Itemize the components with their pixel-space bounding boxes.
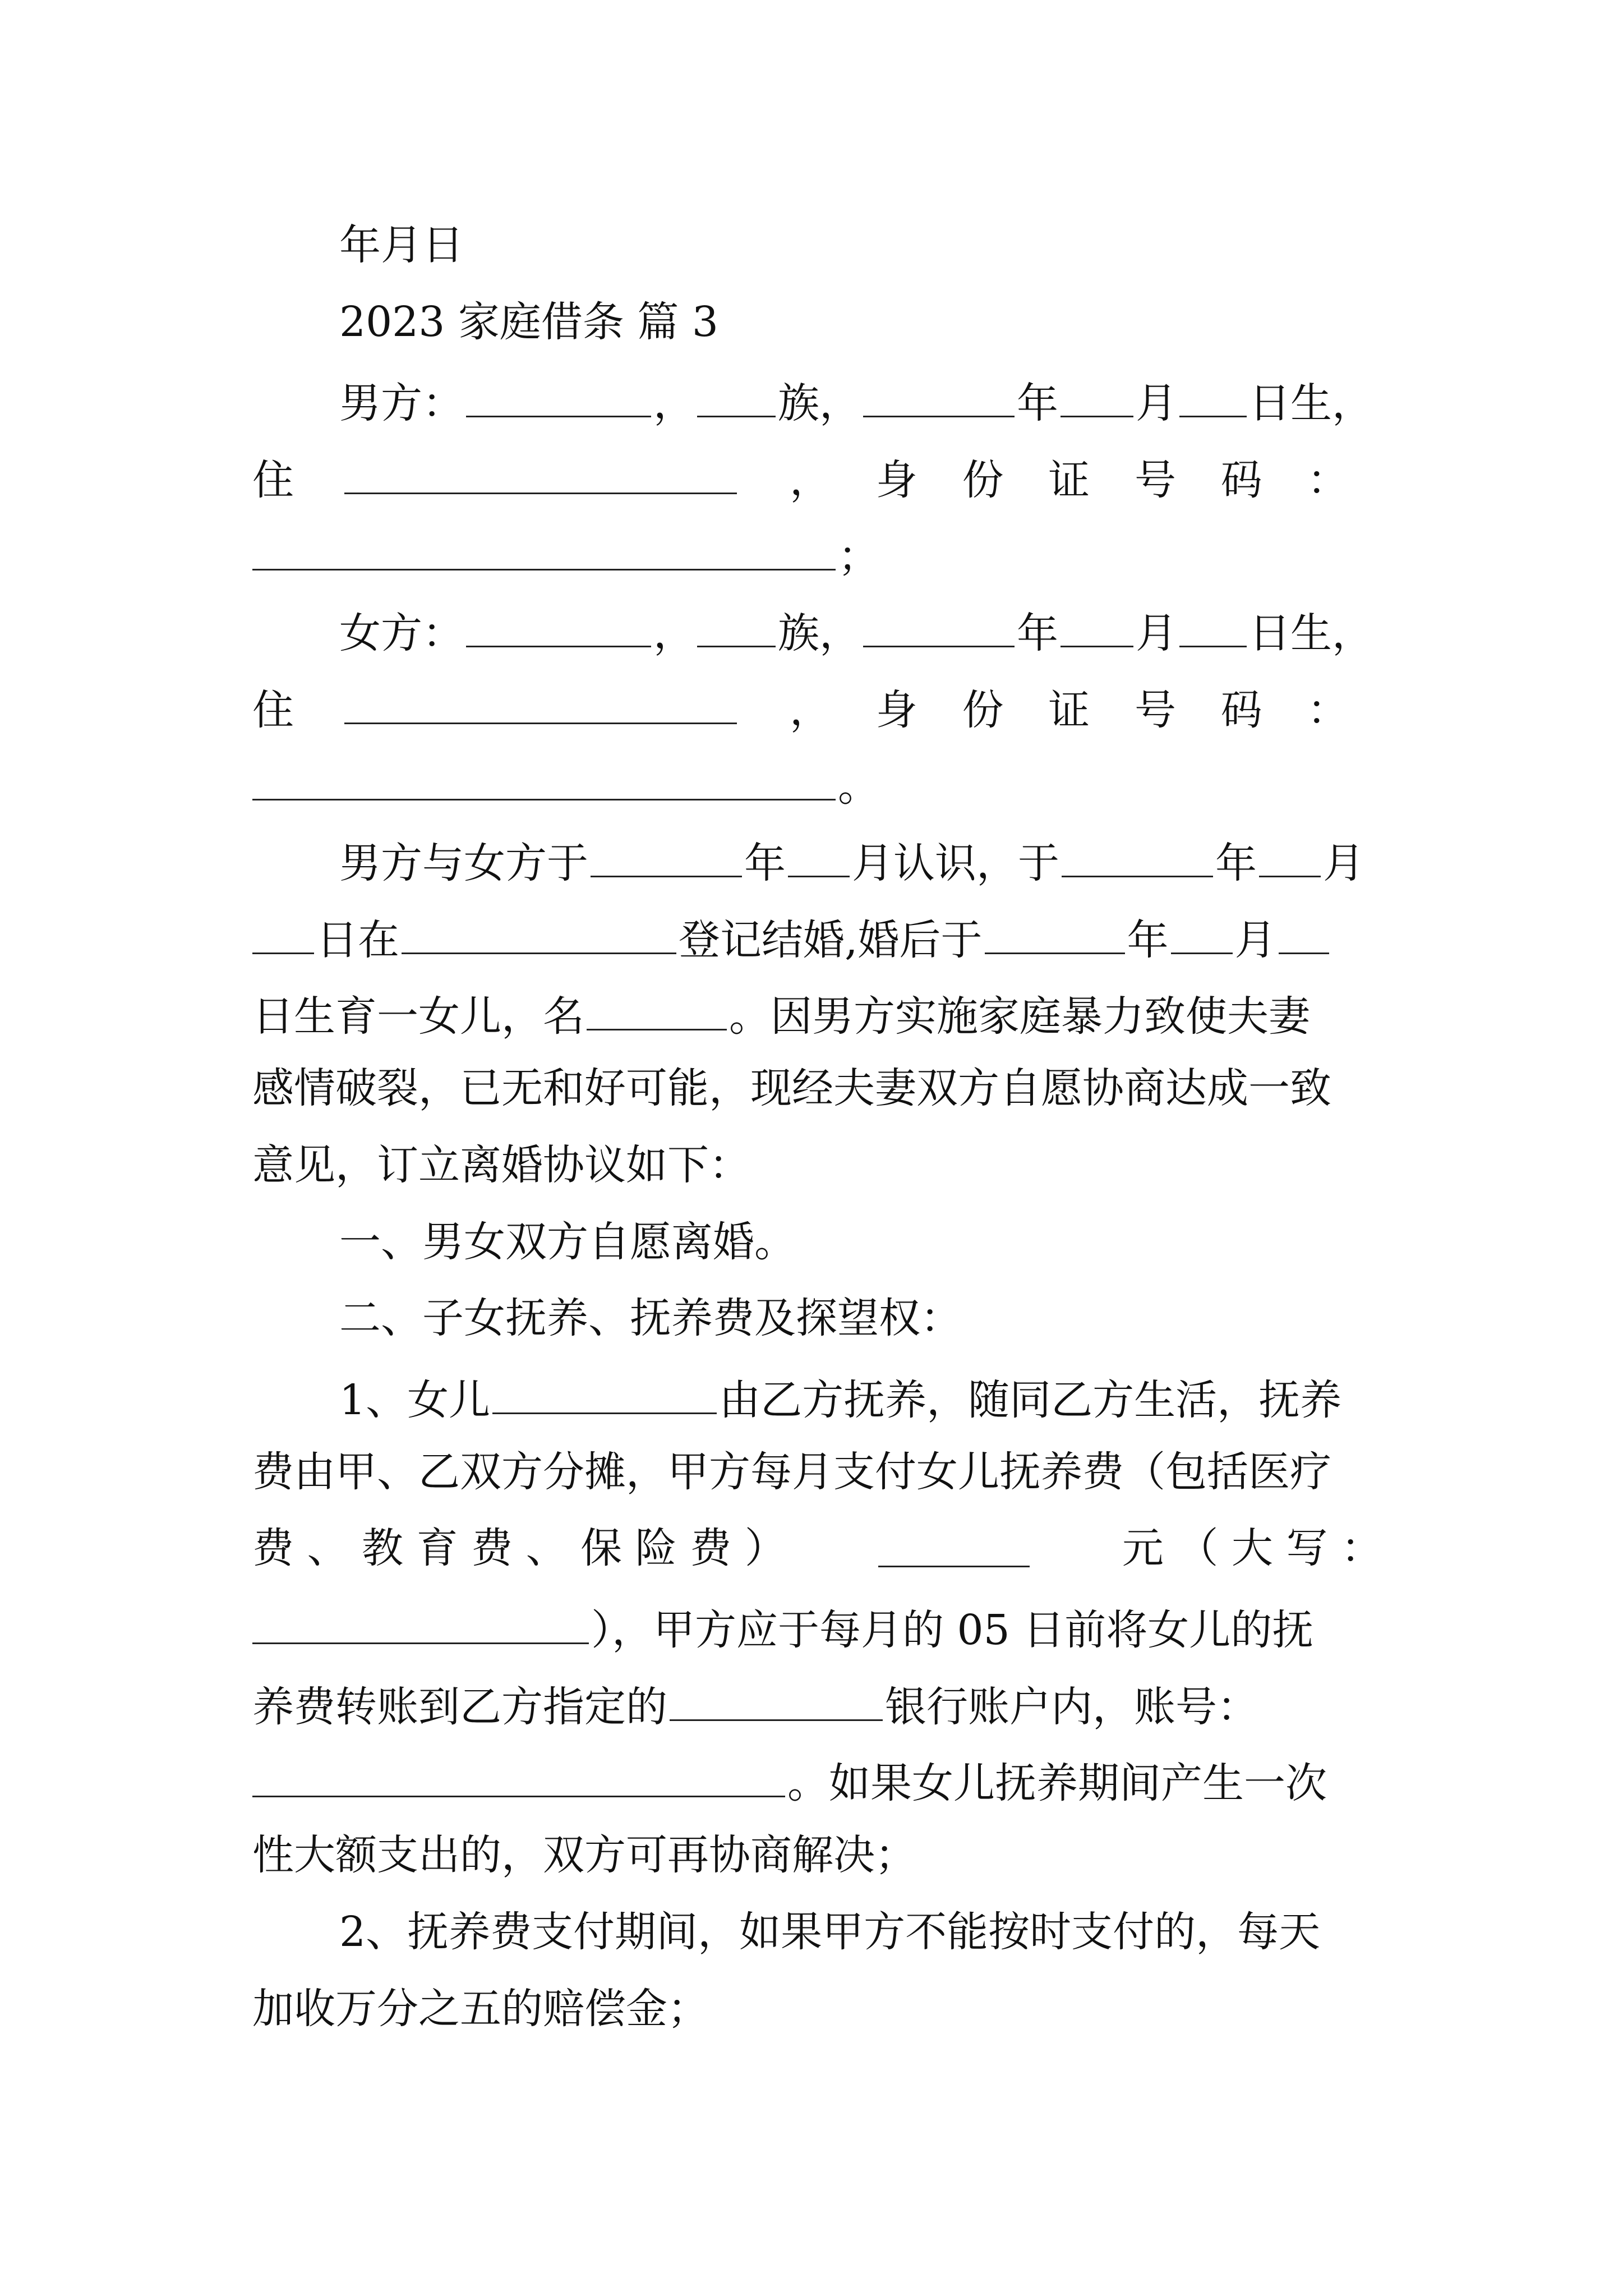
clause1-line-1: 1、女儿 由乙方抚养，随同乙方生活，抚养 [339,1374,1341,1421]
clause2-line-1: 2、抚养费支付期间，如果甲方不能按时支付的，每天 [339,1908,1321,1956]
daughter-blank [492,1374,717,1414]
marry-year-blank [1062,838,1213,877]
clause1-line-4: ），甲方应于每月的 05 日前将女儿的抚 [252,1604,1313,1651]
item-1: 一、男女双方自愿离婚。 [339,1218,796,1266]
woman-label: 女方： [339,609,464,658]
section-title: 2023 家庭借条 篇 3 [339,298,718,346]
woman-ethnic-blank [697,608,776,647]
date-line: 年月日 [339,221,464,269]
man-name-blank [466,378,651,417]
amount-words-blank [252,1604,589,1644]
para-line-1: 男方与女方于 年 月认识，于 年 月 [339,838,1364,884]
man-day-blank [1179,378,1247,417]
para-line-3: 日生育一女儿，名 。因男方实施家庭暴力致使夫妻 [252,991,1310,1037]
woman-month-blank [1061,608,1133,647]
item-2: 二、子女抚养、抚养费及探望权： [339,1294,962,1342]
woman-name-blank [466,608,651,647]
para-line-4: 感情破裂，已无和好可能，现经夫妻双方自愿协商达成一致 [252,1064,1331,1112]
clause1-line-3: 费 、 教 育 费 、 保 险 费 ） 元 （ 大 写 ： [252,1524,1382,1572]
register-place-blank [402,914,676,954]
woman-id-blank [252,761,836,800]
man-label: 男方： [339,379,464,428]
meet-month-blank [788,838,850,877]
marry-month-blank [1259,838,1321,877]
clause1-line-2: 费由甲、乙双方分摊，甲方每月支付女儿抚养费（包括医疗 [252,1448,1331,1496]
woman-address-line: 住 ， 身 份 证 号 码 ： [252,684,1364,731]
para-line-5: 意见，订立离婚协议如下： [252,1141,750,1189]
daughter-name-blank [587,991,727,1030]
woman-address-blank [344,684,737,724]
clause1-line-5: 养费转账到乙方指定的 银行账户内，账号： [252,1681,1258,1728]
birth-day-blank [1279,914,1329,954]
account-blank [252,1757,785,1797]
man-address-line: 住 ， 身 份 证 号 码 ： [252,454,1364,501]
man-info-line: 男方： ， 族， 年 月 日生， [339,378,1373,424]
meet-year-blank [591,838,742,877]
clause1-line-6: 。如果女儿抚养期间产生一次 [252,1757,1327,1804]
man-address-blank [344,454,737,494]
woman-day-blank [1179,608,1247,647]
man-year-blank [863,378,1015,417]
amount-blank [878,1527,1030,1567]
man-ethnic-blank [697,378,776,417]
bank-blank [670,1681,883,1721]
clause2-line-2: 加收万分之五的赔偿金； [252,1985,709,2033]
birth-year-blank [985,914,1125,954]
woman-info-line: 女方： ， 族， 年 月 日生， [339,608,1373,654]
man-id-line: ； [252,531,879,577]
para-line-2: 日在 登记结婚,婚后于 年 月 [252,914,1331,961]
marry-day-blank [252,914,314,954]
birth-month-blank [1171,914,1233,954]
man-id-blank [252,531,836,570]
woman-id-line: 。 [252,761,879,807]
man-month-blank [1061,378,1133,417]
clause1-line-7: 性大额支出的，双方可再协商解决； [252,1831,916,1879]
woman-year-blank [863,608,1015,647]
